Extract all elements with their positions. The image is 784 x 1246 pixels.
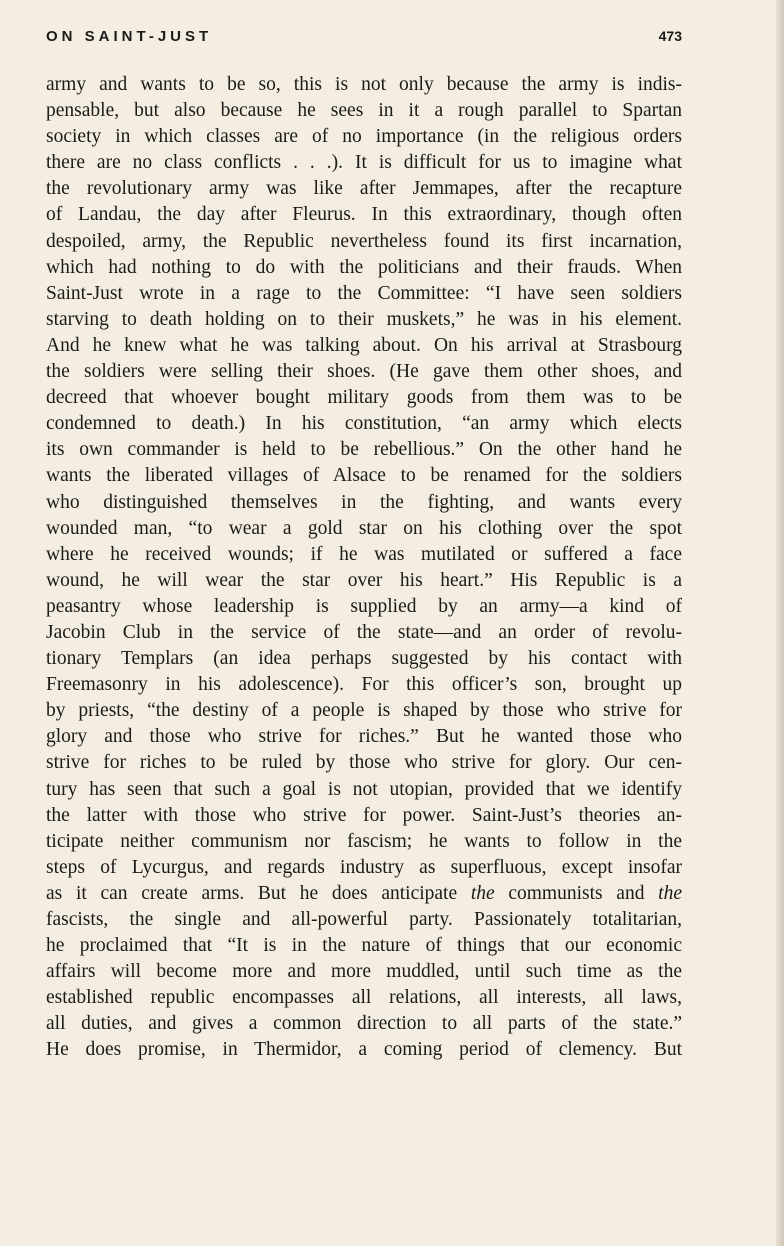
running-title: ON SAINT-JUST (46, 28, 213, 45)
text-line: there are no class conflicts . . .). It is difficult for us to imagine what (46, 152, 682, 174)
text-line: which had nothing to do with the politicians and their frauds. When (46, 256, 682, 278)
text-line: Jacobin Club in the service of the state—and an order of revolu- (46, 621, 682, 643)
page-edge-shadow (776, 0, 784, 1246)
text-line: society in which classes are of no importance (in the religious orders (46, 126, 682, 148)
text-line: affairs will become more and more muddled, until such time as the (46, 961, 682, 983)
text-line: army and wants to be so, this is not only because the army is indis- (46, 74, 682, 95)
text-line: wound, he will wear the star over his heart.” His Republic is a (46, 569, 682, 591)
text-line: by priests, “the destiny of a people is shaped by those who strive for (46, 700, 682, 722)
text-line: he proclaimed that “It is in the nature of things that our economic (46, 935, 682, 957)
text-line: peasantry whose leadership is supplied by an army—a kind of (46, 595, 682, 617)
page-number: 473 (658, 28, 682, 44)
text-line: its own commander is held to be rebellious.” On the other hand he (46, 439, 682, 461)
text-line: fascists, the single and all-powerful party. Passionately totalitarian, (46, 909, 682, 930)
text-line: strive for riches to be ruled by those who strive for glory. Our cen- (46, 752, 682, 774)
text-line: wants the liberated villages of Alsace to be renamed for the soldiers (46, 465, 682, 487)
text-line: steps of Lycurgus, and regards industry as superfluous, except insofar (46, 856, 682, 878)
text-line: tury has seen that such a goal is not utopian, provided that we identify (46, 778, 682, 800)
text-line: the revolutionary army was like after Jemmapes, after the recapture (46, 178, 682, 200)
text-line-with-italics (46, 881, 682, 907)
text-line: starving to death holding on to their muskets,” he was in his element. (46, 308, 682, 330)
text-line: ticipate neither communism nor fascism; he wants to follow in the (46, 830, 682, 852)
text-line: And he knew what he was talking about. On his arrival at Strasbourg (46, 334, 682, 356)
text-line: glory and those who strive for riches.” But he wanted those who (46, 726, 682, 748)
text-line: of Landau, the day after Fleurus. In this extraordinary, though often (46, 204, 682, 226)
text-line: Freemasonry in his adolescence). For this officer’s son, brought up (46, 674, 682, 696)
text-segment: communists and (494, 882, 659, 904)
text-line: all duties, and gives a common direction to all parts of the state.” (46, 1013, 682, 1035)
text-segment: as it can create arms. But he does anticipate (46, 882, 471, 904)
italic-word: the (658, 882, 682, 904)
body-text (46, 72, 682, 1064)
text-line: decreed that whoever bought military goods from them was to be (46, 387, 682, 409)
text-line: Saint-Just wrote in a rage to the Committee: “I have seen soldiers (46, 282, 682, 304)
running-head (46, 28, 682, 52)
text-line: the latter with those who strive for power. Saint-Just’s theories an- (46, 804, 682, 826)
italic-word: the (470, 882, 495, 904)
text-line: the soldiers were selling their shoes. (He gave them other shoes, and (46, 361, 682, 383)
text-line: tionary Templars (an idea perhaps suggested by his contact with (46, 648, 682, 670)
text-line: condemned to death.) In his constitution, “an army which elects (46, 413, 682, 435)
text-line: He does promise, in Thermidor, a coming period of clemency. But (46, 1039, 682, 1061)
text-line: established republic encompasses all relations, all interests, all laws, (46, 987, 682, 1009)
text-line: pensable, but also because he sees in it a rough parallel to Spartan (46, 100, 682, 122)
text-line: where he received wounds; if he was mutilated or suffered a face (46, 543, 682, 565)
text-line: who distinguished themselves in the fighting, and wants every (46, 491, 682, 513)
text-line: wounded man, “to wear a gold star on his clothing over the spot (46, 517, 682, 539)
text-line: despoiled, army, the Republic nevertheless found its first incarnation, (46, 230, 682, 252)
